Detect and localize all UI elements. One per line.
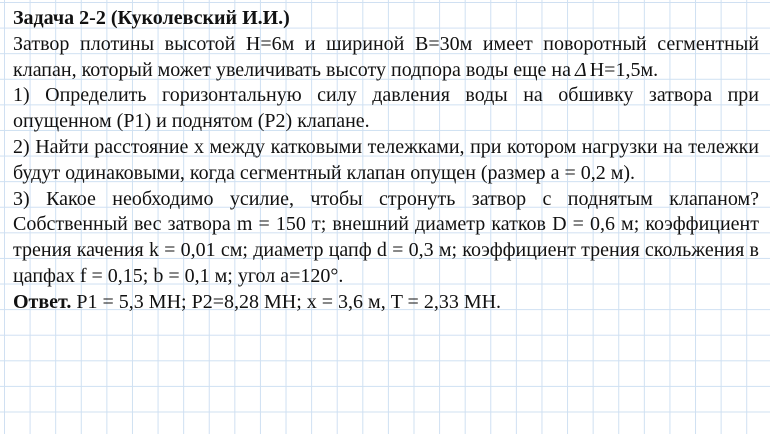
intro-height-increase: H=1,5м.: [589, 58, 659, 81]
delta-symbol: Δ: [574, 58, 587, 81]
question-3: 3) Какое необходимо усилие, чтобы стронуть затвор с поднятым клапаном? Собственный вес затвора m = 150 т; внешний диаметр катков D = 0,6 м; коэффициент трения качения k = 0,01 см; диаметр цапф d = 0,3 м; коэффициент трения скольжения в цапфах f = 0,15; b = 0,1 м; угол a=120°.: [13, 187, 759, 287]
question-2: 2) Найти расстояние x между катковыми тележками, при котором нагрузки на тележки будут одинаковыми, когда сегментный клапан опущен (размер a = 0,2 м).: [13, 135, 759, 184]
answer-label: Ответ.: [13, 290, 72, 313]
intro-text: Затвор плотины высотой H=6м и шириной B=30м имеет поворотный сегментный клапан, который может увеличивать высоту подпора воды еще на: [13, 32, 759, 81]
task-intro: [13, 32, 759, 84]
answer-text: P1 = 5,3 МН; P2=8,28 МН; x = 3,6 м, T = 2,33 МН.: [71, 290, 502, 313]
question-1: 1) Определить горизонтальную силу давления воды на обшивку затвора при опущенном (P1) и поднятом (P2) клапане.: [13, 84, 759, 133]
answer-line: [13, 290, 759, 316]
task-document: [13, 6, 759, 316]
task-title: Задача 2-2 (Куколевский И.И.): [13, 7, 290, 29]
